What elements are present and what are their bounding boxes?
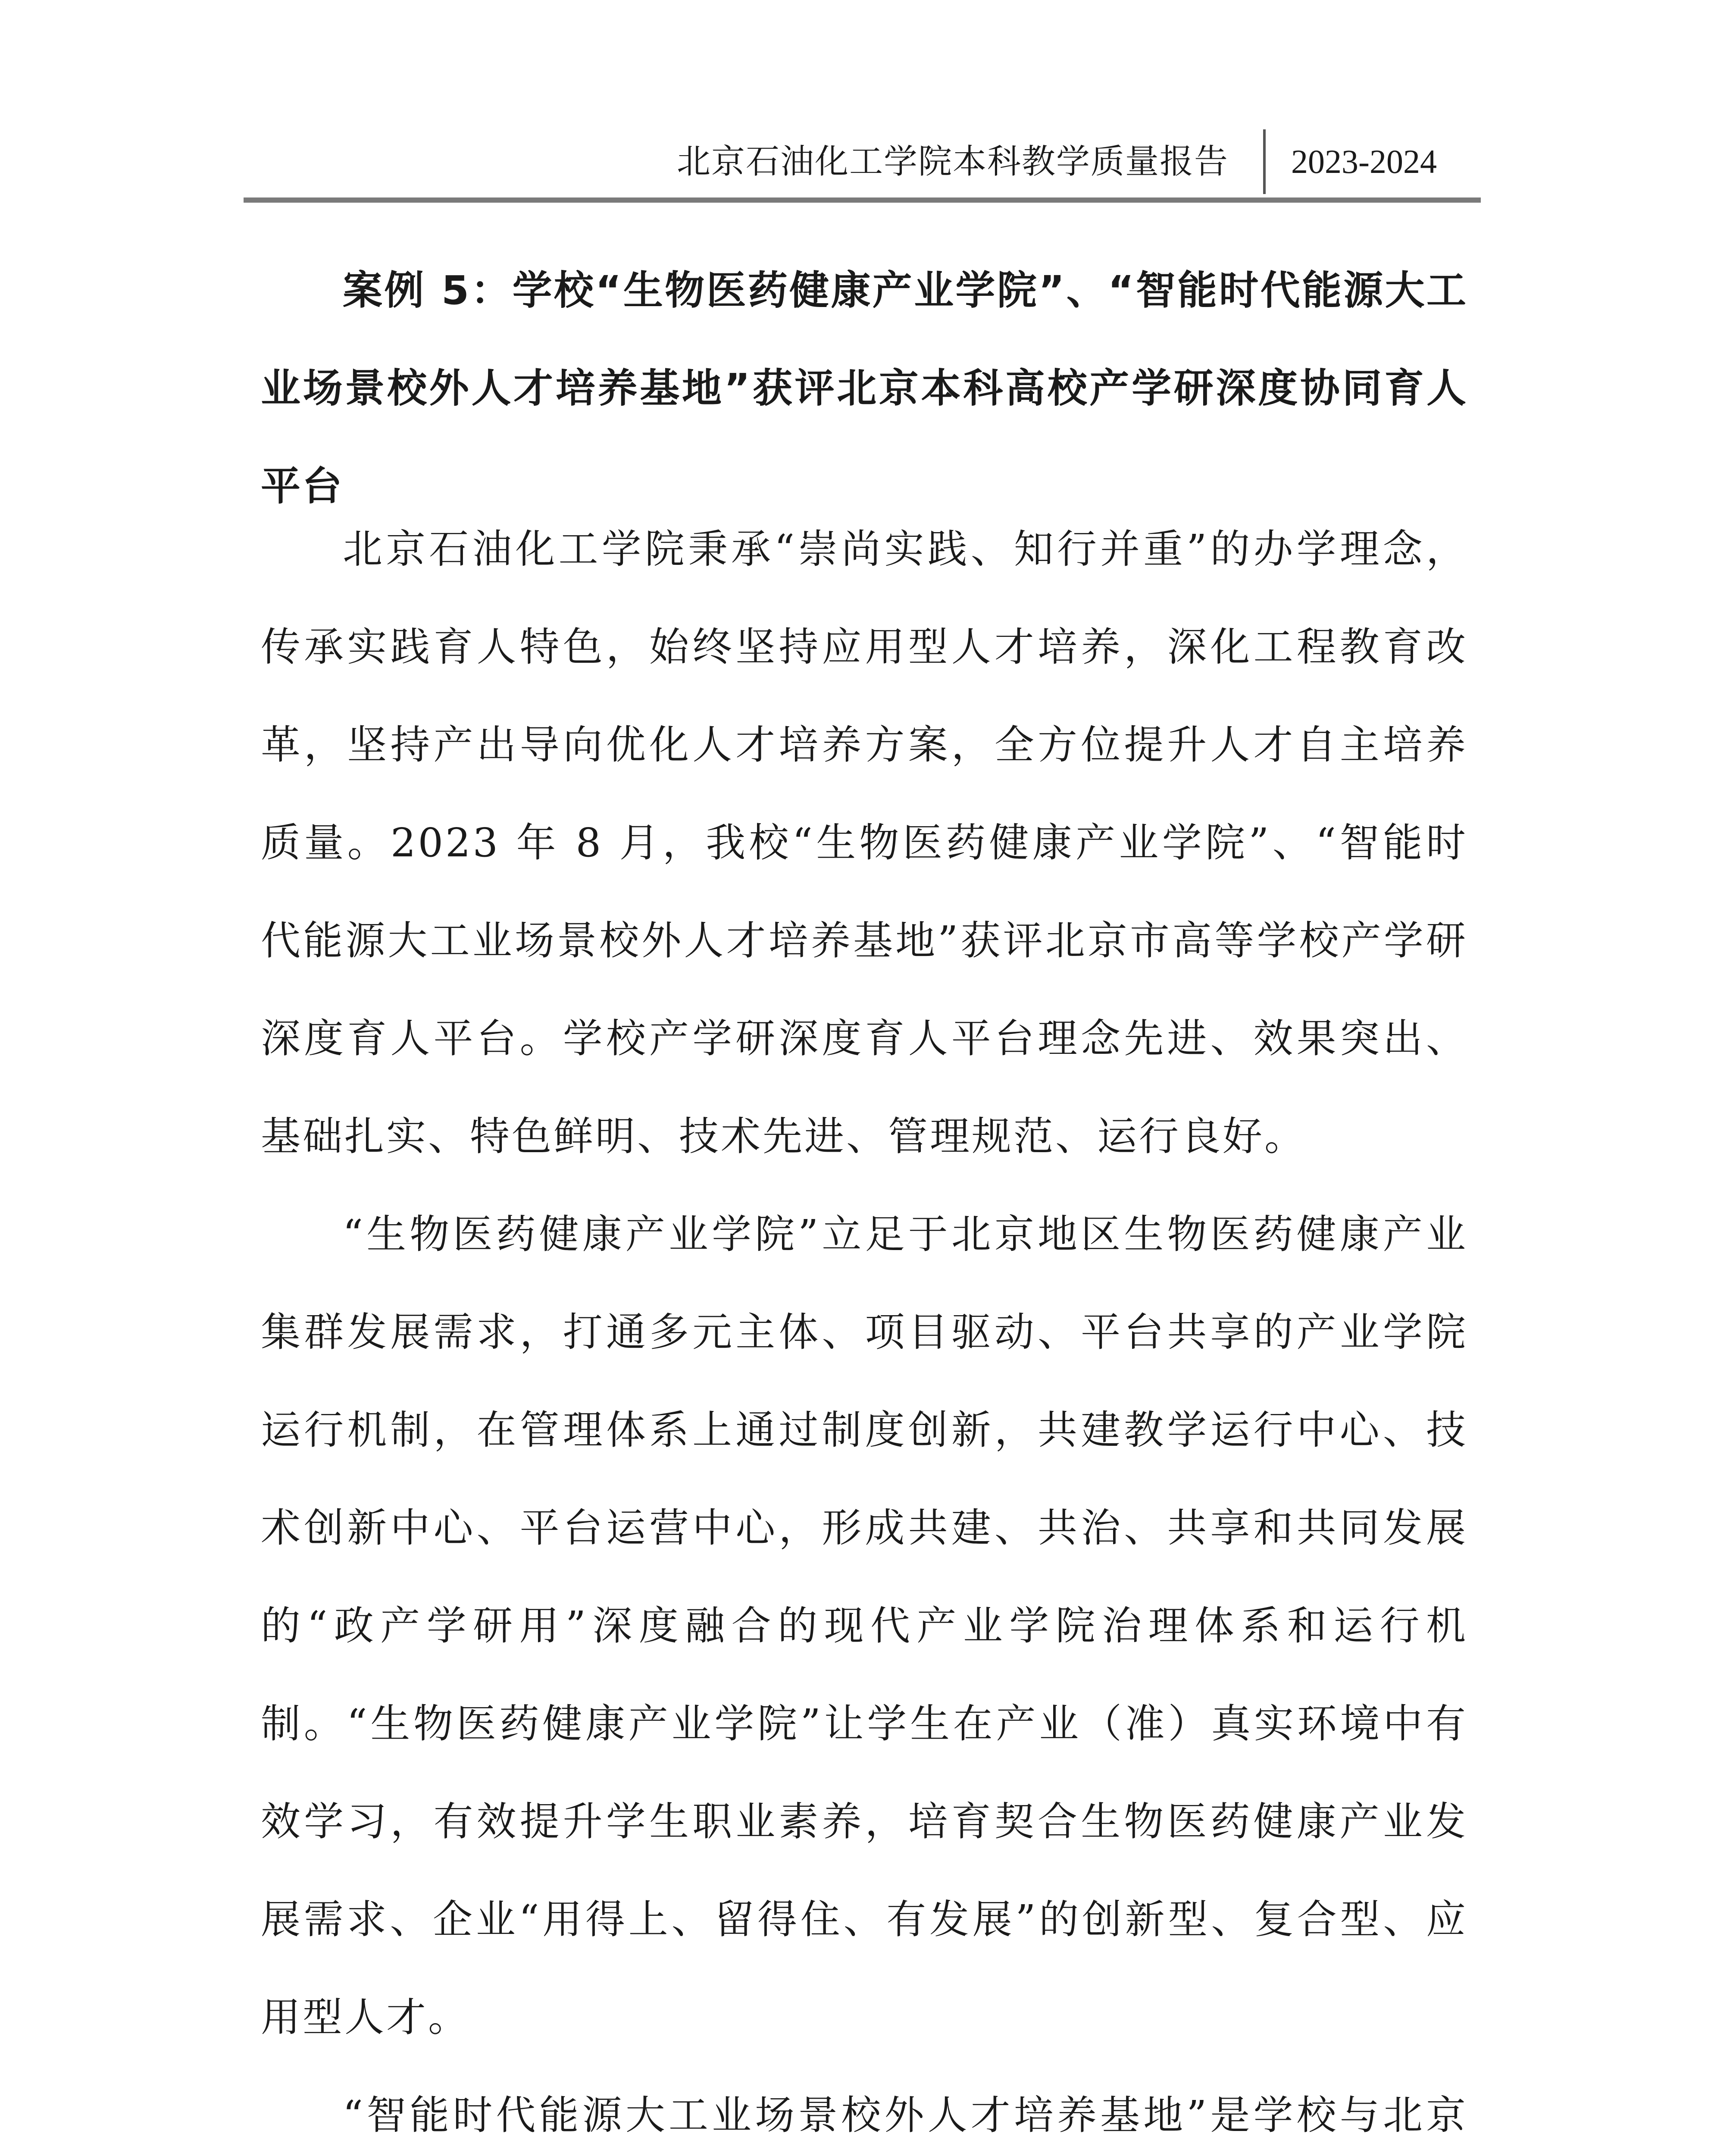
paragraph-1: 北京石油化工学院秉承“崇尚实践、知行并重”的办学理念，传承实践育人特色，始终坚持应用型人才培养，深化工程教育改革，坚持产出导向优化人才培养方案，全方位提升人才自主培养质量。2023 年 8 月，我校“生物医药健康产业学院”、“智能时代能源大工业场景校外人才培养基地”获评北京市高等学校产学研深度育人平台。学校产学研深度育人平台理念先进、效果突出、基础扎实、特色鲜明、技术先进、管理规范、运行良好。 [261,526,1468,1159]
header-rule [244,197,1481,203]
body-text [261,500,1468,2156]
paragraph-2: “生物医药健康产业学院”立足于北京地区生物医药健康产业集群发展需求，打通多元主体、项目驱动、平台共享的产业学院运行机制，在管理体系上通过制度创新，共建教学运行中心、技术创新中心、平台运营中心，形成共建、共治、共享和共同发展的“政产学研用”深度融合的现代产业学院治理体系和运行机制。“生物医药健康产业学院”让学生在产业（准）真实环境中有效学习，有效提升学生职业素养，培育契合生物医药健康产业发展需求、企业“用得上、留得住、有发展”的创新型、复合型、应用型人才。 [261,1211,1468,2040]
report-title: 北京石油化工学院本科教学质量报告 [676,142,1229,181]
case-title: 案例 5：学校“生物医药健康产业学院”、“智能时代能源大工业场景校外人才培养基地”获评北京本科高校产学研深度协同育人平台 [261,267,1468,509]
header-divider [1263,129,1266,194]
report-year: 2023-2024 [1291,143,1437,180]
paragraph-3: “智能时代能源大工业场景校外人才培养基地”是学校与北京 [343,2092,1468,2138]
page-header [244,112,1481,207]
